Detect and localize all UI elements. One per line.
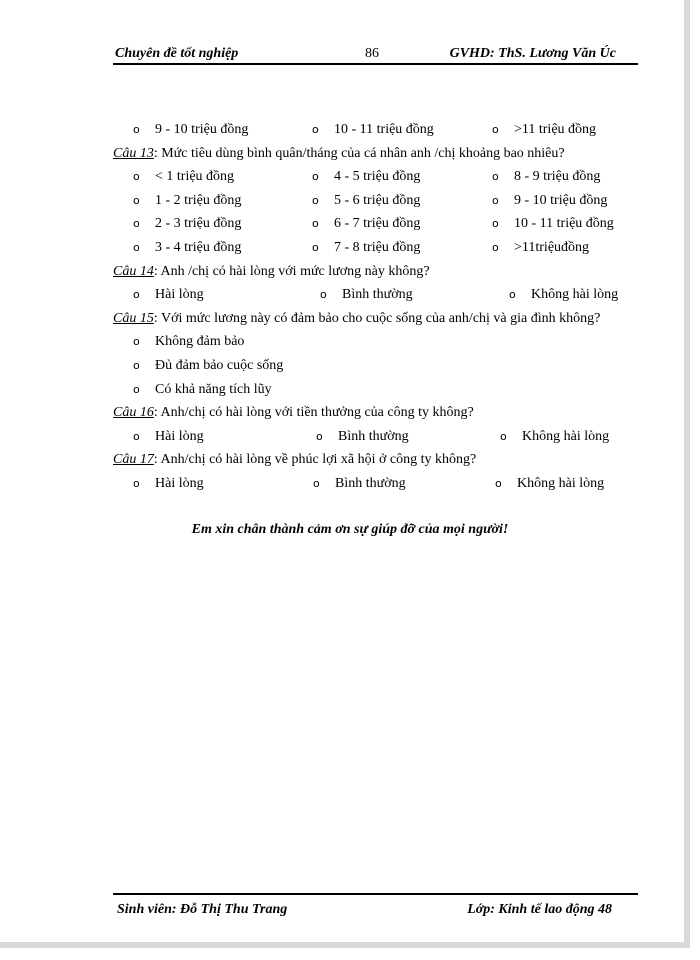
circle-bullet-icon: o [133,335,140,349]
circle-bullet-icon: o [320,288,327,302]
q13-option-row [113,165,638,189]
question-label: Câu 15 [113,310,154,326]
question-label: Câu 17 [113,452,154,468]
option: o >11 triệu đồng [492,118,596,142]
q15-option-row [113,378,638,402]
q16-option-row [113,425,638,449]
option: o 9 - 10 triệu đồng [492,189,607,213]
option: o Bình thường [320,283,413,307]
q12-option-row [113,118,638,142]
circle-bullet-icon: o [312,240,319,254]
circle-bullet-icon: o [133,240,140,254]
circle-bullet-icon: o [133,217,140,231]
q17-option-row [113,472,638,496]
circle-bullet-icon: o [492,217,499,231]
option: o < 1 triệu đồng [133,165,234,189]
option: o 6 - 7 triệu đồng [312,212,420,236]
option: o 7 - 8 triệu đồng [312,236,420,260]
option: o Hài lòng [133,425,204,449]
option: o >11triệuđồng [492,236,589,260]
circle-bullet-icon: o [133,429,140,443]
circle-bullet-icon: o [500,429,507,443]
circle-bullet-icon: o [312,217,319,231]
option: o 1 - 2 triệu đồng [133,189,241,213]
option: o Không hài lòng [500,425,609,449]
question-text: : Anh/chị có hài lòng với tiền thưởng của công ty không? [153,405,474,421]
question-text: : Anh/chị có hài lòng về phúc lợi xã hội ở công ty không? [153,452,477,468]
footer-class: Lớp: Kinh tế lao động 48 [467,902,612,917]
option: o Có khả năng tích lũy [133,378,272,402]
option: o Không đảm bảo [133,330,244,354]
option: o 8 - 9 triệu đồng [492,165,600,189]
circle-bullet-icon: o [133,358,140,372]
option: o Hài lòng [133,472,204,496]
q13-option-row [113,236,638,260]
circle-bullet-icon: o [312,170,319,184]
question-17 [113,448,638,472]
circle-bullet-icon: o [133,170,140,184]
option: o 9 - 10 triệu đồng [133,118,248,142]
option: o 2 - 3 triệu đồng [133,212,241,236]
option: o Bình thường [316,425,409,449]
option: o Bình thường [313,472,406,496]
q13-option-row [113,189,638,213]
q13-option-row [113,212,638,236]
circle-bullet-icon: o [495,476,502,490]
circle-bullet-icon: o [133,382,140,396]
option: o Không hài lòng [495,472,604,496]
question-13 [113,142,638,166]
header-advisor: GVHD: ThS. Lương Văn Úc [449,46,616,61]
option: o 5 - 6 triệu đồng [312,189,420,213]
circle-bullet-icon: o [313,476,320,490]
circle-bullet-icon: o [316,429,323,443]
page-footer [113,893,638,921]
footer-student: Sinh viên: Đỗ Thị Thu Trang [117,902,288,917]
option: o 10 - 11 triệu đồng [492,212,614,236]
option: o 3 - 4 triệu đồng [133,236,241,260]
circle-bullet-icon: o [492,123,499,136]
question-16 [113,401,638,425]
question-text: : Mức tiêu dùng bình quân/tháng của cá nhân anh /chị khoảng bao nhiêu? [153,145,565,161]
question-label: Câu 13 [113,145,154,161]
question-text: : Với mức lương này có đảm bảo cho cuộc sống của anh/chị và gia đình không? [153,310,601,326]
circle-bullet-icon: o [492,170,499,184]
circle-bullet-icon: o [133,476,140,490]
page-header [113,43,638,65]
circle-bullet-icon: o [312,123,319,136]
question-14 [113,260,638,284]
question-label: Câu 14 [113,263,154,279]
circle-bullet-icon: o [509,288,516,302]
q15-option-row [113,354,638,378]
page-number: 86 [365,46,379,61]
circle-bullet-icon: o [312,193,319,207]
q15-option-row [113,330,638,354]
question-text: : Anh /chị có hài lòng với mức lương này không? [153,263,430,279]
option: o 4 - 5 triệu đồng [312,165,420,189]
circle-bullet-icon: o [492,193,499,207]
survey-content [113,118,638,496]
question-15 [113,307,638,331]
option: o Hài lòng [133,283,204,307]
option: o Không hài lòng [509,283,618,307]
option: o Đủ đảm bảo cuộc sống [133,354,283,378]
q14-option-row [113,283,638,307]
circle-bullet-icon: o [492,240,499,254]
header-thesis-title: Chuyên đề tốt nghiệp [115,46,239,61]
question-label: Câu 16 [113,405,154,421]
circle-bullet-icon: o [133,123,140,136]
circle-bullet-icon: o [133,288,140,302]
circle-bullet-icon: o [133,193,140,207]
option: o 10 - 11 triệu đồng [312,118,434,142]
closing-thanks: Em xin chân thành cảm ơn sự giúp đỡ của mọi người! [191,522,509,537]
